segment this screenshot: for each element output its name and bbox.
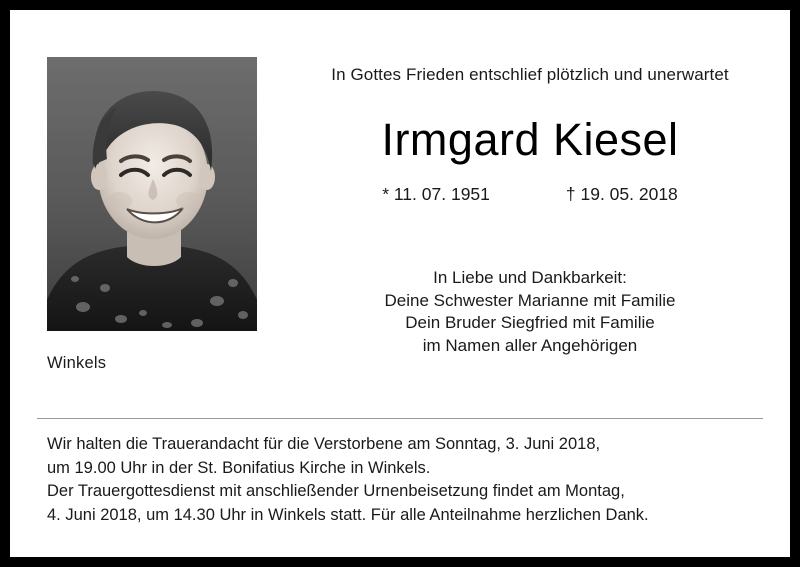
notice-main-text	[280, 57, 780, 357]
service-line-2: um 19.00 Uhr in der St. Bonifatius Kirche in Winkels.	[47, 458, 431, 477]
family-line-1: Deine Schwester Marianne mit Familie	[384, 290, 676, 310]
family-block	[280, 267, 780, 357]
place-label: Winkels	[47, 354, 107, 372]
lead-text: In Gottes Frieden entschlief plötzlich und unerwartet	[331, 65, 729, 84]
service-details	[47, 433, 760, 527]
birth-date: * 11. 07. 1951	[382, 184, 490, 204]
deceased-name: Irmgard Kiesel	[381, 114, 679, 165]
service-line-4: 4. Juni 2018, um 14.30 Uhr in Winkels statt. Für alle Anteilnahme herzlichen Dank.	[47, 505, 649, 524]
family-line-3: im Namen aller Angehörigen	[422, 335, 638, 355]
service-line-1: Wir halten die Trauerandacht für die Verstorbene am Sonntag, 3. Juni 2018,	[47, 435, 601, 453]
notice-inner	[10, 10, 790, 557]
horizontal-divider	[37, 418, 763, 419]
death-date: † 19. 05. 2018	[565, 184, 678, 204]
service-line-3: Der Trauergottesdienst mit anschließender Urnenbeisetzung findet am Montag,	[47, 482, 625, 500]
life-dates	[280, 184, 780, 205]
family-line-2: Dein Bruder Siegfried mit Familie	[405, 313, 655, 332]
family-heading: In Liebe und Dankbarkeit:	[433, 268, 627, 287]
portrait-photo	[47, 57, 257, 331]
